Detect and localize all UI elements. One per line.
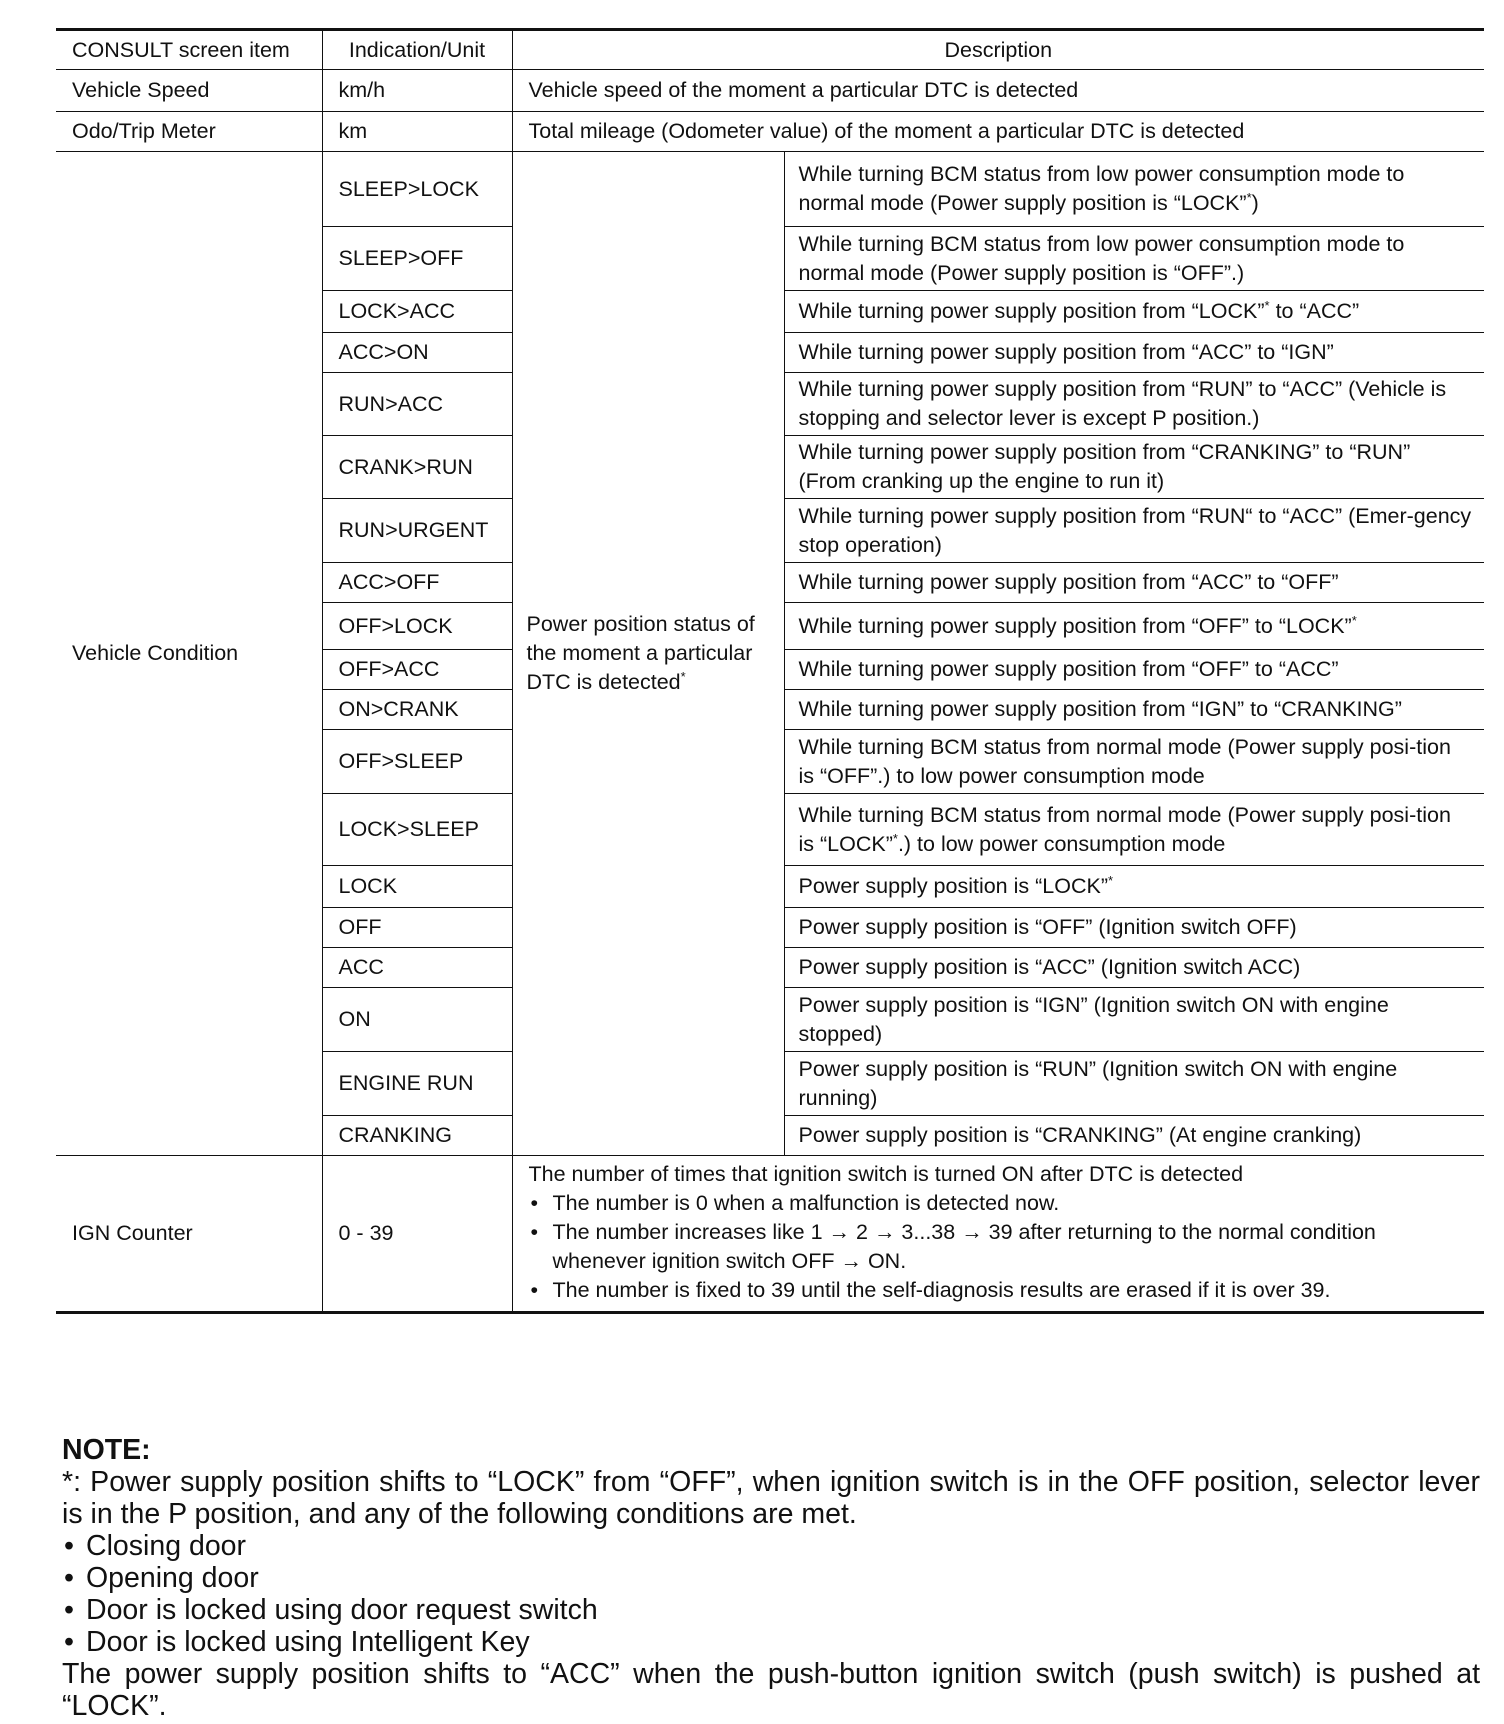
list-item: • The number is fixed to 39 until the self-diagnosis results are erased if it is over 39. [529,1276,1469,1305]
cell-unit: km/h [322,70,512,112]
description-tail: .) to low power consumption mode [897,831,1226,856]
note-title: NOTE: [62,1434,151,1466]
cell-description [784,603,1484,650]
list-item: • Door is locked using Intelligent Key [62,1626,1480,1658]
cell-unit: LOCK [322,866,512,908]
cell-description: Vehicle speed of the moment a particular DTC is detected [512,70,1484,112]
cell-unit: RUN>URGENT [322,499,512,563]
cell-condition-summary [512,152,784,1156]
footnote-mark: * [680,668,686,684]
cell-item: Vehicle Condition [56,152,322,1156]
cell-unit: ON>CRANK [322,690,512,730]
cell-item: IGN Counter [56,1156,322,1313]
cell-description [784,988,1484,1052]
description-text: While turning power supply position from “ACC” to “IGN” [798,340,1334,364]
cell-description [784,866,1484,908]
description-text: While turning BCM status from low power consumption mode to normal mode (Power supply position is “LOCK” [798,162,1405,215]
cell-item: Vehicle Speed [56,70,322,112]
cell-unit: ACC>ON [322,333,512,373]
table-row [56,152,1484,227]
footnote-mark: * [1264,297,1270,313]
description-text: While turning BCM status from low power consumption mode to normal mode (Power supply position is “OFF”.) [798,231,1405,285]
description-text: Power supply position is “RUN” (Ignition switch ON with engine running) [798,1056,1398,1110]
cell-unit: SLEEP>OFF [322,227,512,291]
cell-description [784,373,1484,436]
cell-unit: ACC>OFF [322,563,512,603]
cell-unit: ON [322,988,512,1052]
cell-unit: CRANKING [322,1116,512,1156]
list-item: • The number increases like 1 → 2 → 3...38 → 39 after returning to the normal condition whenever ignition switch OFF → ON. [529,1218,1469,1276]
cell-unit: LOCK>SLEEP [322,794,512,866]
header-unit: Indication/Unit [322,30,512,70]
description-text: While turning power supply position from “RUN” to “ACC” (Vehicle is stopping and selector lever is except P position.) [798,377,1447,430]
note-intro: *: Power supply position shifts to “LOCK” from “OFF”, when ignition switch is in the OFF position, selector lever is in the P position, and any of the following conditions are met. [62,1466,1480,1530]
description-text: While turning power supply position from “OFF” to “ACC” [798,657,1339,681]
cell-description [784,291,1484,333]
cell-description [784,908,1484,948]
cell-unit: LOCK>ACC [322,291,512,333]
cell-unit: OFF>ACC [322,650,512,690]
cell-unit: SLEEP>LOCK [322,152,512,227]
description-text: While turning power supply position from “CRANKING” to “RUN” (From cranking up the engine to run it) [798,440,1411,493]
cell-unit: km [322,112,512,152]
list-item: • Closing door [62,1530,1480,1562]
cell-description [784,499,1484,563]
description-text: Power supply position is “IGN” (Ignition switch ON with engine stopped) [798,992,1389,1046]
cell-description [512,1156,1484,1313]
cell-description [784,152,1484,227]
note-outro: The power supply position shifts to “ACC” when the push-button ignition switch (push switch) is pushed at “LOCK”. [62,1658,1480,1722]
description-text: While turning BCM status from normal mode (Power supply posi-tion is “LOCK” [798,802,1451,856]
footnote-mark: * [1351,612,1357,628]
cell-unit: OFF>LOCK [322,603,512,650]
ign-bullet-list [529,1189,1469,1305]
cell-unit: ENGINE RUN [322,1052,512,1116]
description-text: Power supply position is “ACC” (Ignition switch ACC) [798,955,1301,979]
description-text: While turning power supply position from “LOCK” [798,299,1265,323]
note-section [62,1434,1480,1722]
cell-description [784,948,1484,988]
summary-text: Power position status of the moment a particular DTC is detected [526,612,755,694]
description-tail: ) [1251,191,1259,215]
cell-unit: 0 - 39 [322,1156,512,1313]
description-text: Power supply position is “LOCK” [798,874,1108,898]
cell-description [784,333,1484,373]
cell-description [784,690,1484,730]
cell-unit: RUN>ACC [322,373,512,436]
cell-description [784,563,1484,603]
cell-item: Odo/Trip Meter [56,112,322,152]
table-row [56,70,1484,112]
cell-unit: OFF>SLEEP [322,730,512,794]
description-text: While turning power supply position from “IGN” to “CRANKING” [798,697,1402,721]
cell-description [784,436,1484,499]
cell-unit: CRANK>RUN [322,436,512,499]
cell-description [784,227,1484,291]
description-text: While turning power supply position from “ACC” to “OFF” [798,570,1339,594]
cell-description [784,730,1484,794]
table-row [56,1156,1484,1313]
description-text: Power supply position is “OFF” (Ignition switch OFF) [798,915,1297,939]
cell-unit: ACC [322,948,512,988]
description-text: While turning power supply position from “OFF” to “LOCK” [798,613,1352,638]
description-text: Power supply position is “CRANKING” (At engine cranking) [798,1123,1362,1147]
list-item: • Opening door [62,1562,1480,1594]
cell-description [784,1052,1484,1116]
cell-description [784,794,1484,866]
description-text: While turning power supply position from “RUN“ to “ACC” (Emer-gency stop operation) [798,503,1472,557]
header-item: CONSULT screen item [56,30,322,70]
note-list [62,1530,1480,1658]
cell-description: Total mileage (Odometer value) of the moment a particular DTC is detected [512,112,1484,152]
description-tail: to “ACC” [1269,299,1360,323]
table-header-row [56,30,1484,70]
table-row [56,112,1484,152]
list-item: • The number is 0 when a malfunction is detected now. [529,1189,1469,1218]
footnote-mark: * [1246,189,1252,205]
footnote-mark: * [892,830,898,846]
cell-description [784,1116,1484,1156]
footnote-mark: * [1107,872,1114,888]
header-description: Description [512,30,1484,70]
consult-data-table [56,28,1484,1314]
description-text: While turning BCM status from normal mode (Power supply posi-tion is “OFF”.) to low power consumption mode [798,734,1451,788]
cell-unit: OFF [322,908,512,948]
list-item: • Door is locked using door request switch [62,1594,1480,1626]
cell-description [784,650,1484,690]
ign-intro: The number of times that ignition switch is turned ON after DTC is detected [528,1162,1244,1186]
